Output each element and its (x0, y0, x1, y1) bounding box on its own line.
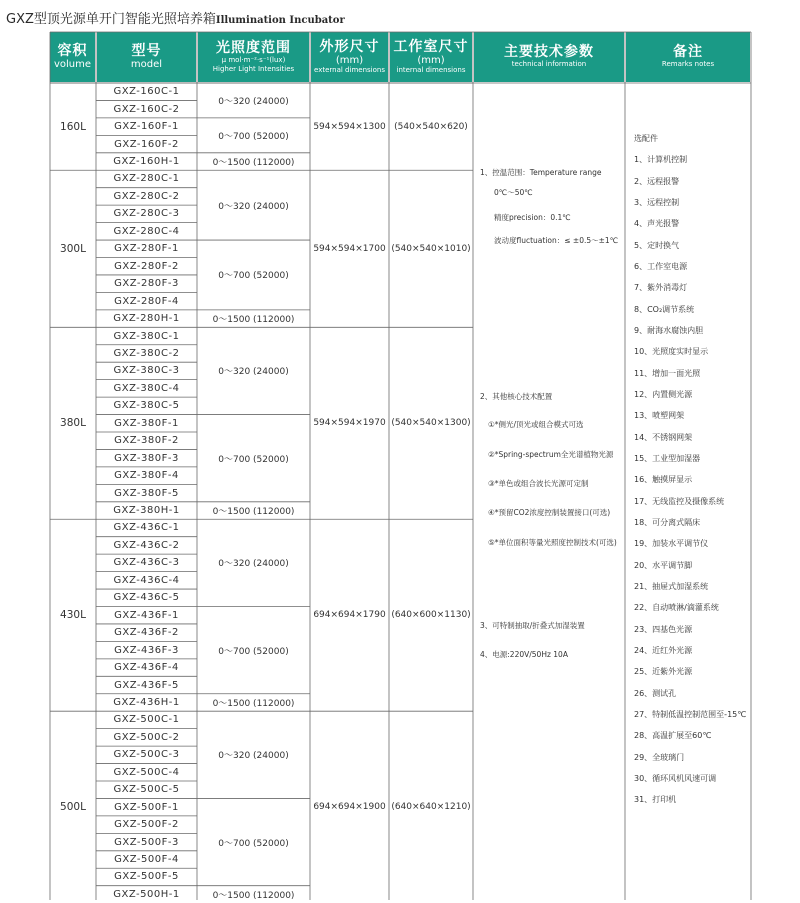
light-range-cell: 0～320 (24000) (218, 751, 289, 762)
light-range-cell: 0～700 (52000) (218, 838, 289, 849)
remarks-item: 8、CO₂调节系统 (634, 304, 695, 314)
model-cell: GXZ-380F-2 (114, 435, 179, 447)
model-cell: GXZ-436C-1 (113, 522, 180, 534)
external-dimensions-cell: 694×694×1790 (313, 610, 386, 621)
internal-dimensions-cell: (540×540×1300) (391, 418, 471, 429)
light-range-cell: 0～700 (52000) (218, 131, 289, 142)
remarks-item: 23、四基色光源 (634, 624, 693, 634)
model-cell: GXZ-500F-1 (114, 801, 179, 813)
header-internal-en: internal dimensions (396, 65, 466, 74)
page-title-zh: GXZ型顶光源单开门智能光照培养箱 (6, 12, 216, 27)
header-external-en: external dimensions (314, 65, 385, 74)
header-remarks-zh: 备注 (673, 44, 703, 60)
header-internal-unit: (mm) (417, 54, 445, 66)
header-light-zh: 光照度范围 (216, 39, 291, 56)
header-external-zh: 外形尺寸 (319, 38, 380, 55)
model-cell: GXZ-500C-1 (113, 714, 180, 726)
remarks-item: 4、声光报警 (634, 219, 680, 229)
model-cell: GXZ-380F-4 (114, 470, 179, 482)
remarks-item: 5、定时换气 (634, 240, 680, 250)
model-cell: GXZ-280F-3 (114, 278, 179, 290)
remarks-item: 19、加装水平调节仪 (634, 539, 709, 549)
model-cell: GXZ-380C-4 (113, 382, 180, 394)
external-dimensions-cell: 594×594×1300 (313, 121, 386, 132)
tech-info-line: 1、控温范围：Temperature range (480, 168, 602, 177)
model-cell: GXZ-436F-2 (114, 627, 179, 639)
header-model-en: model (130, 59, 163, 70)
remarks-item: 1、计算机控制 (634, 155, 688, 165)
page-title-en: Illumination Incubator (215, 15, 345, 26)
remarks-item: 13、喷塑网架 (634, 411, 685, 421)
remarks-item: 28、高温扩展至60℃ (634, 731, 712, 741)
remarks-item: 6、工作室电源 (634, 261, 688, 271)
model-cell: GXZ-500C-2 (113, 731, 180, 743)
model-cell: GXZ-436C-2 (113, 539, 180, 551)
light-range-cell: 0～700 (52000) (218, 646, 289, 657)
tech-info-line: 精度precision：0.1℃ (494, 213, 571, 222)
light-range-cell: 0～1500 (112000) (212, 315, 295, 326)
remarks-item: 22、自动喷淋/滴灌系统 (634, 603, 719, 613)
model-cell: GXZ-380C-3 (113, 365, 180, 377)
external-dimensions-cell: 594×594×1970 (313, 418, 386, 429)
remarks-item: 14、不锈钢网架 (634, 432, 693, 442)
tech-info-line: 波动度fluctuation：≤ ±0.5～±1℃ (494, 236, 619, 245)
model-cell: GXZ-380H-1 (113, 505, 180, 517)
remarks-item: 21、抽屉式加湿系统 (634, 581, 709, 591)
tech-info-line: ④*预留CO2浓度控制装置接口(可选) (488, 508, 611, 517)
model-cell: GXZ-500F-3 (114, 836, 179, 848)
remarks-heading: 选配件 (634, 134, 658, 143)
tech-info-line: ①*侧光/顶光或组合模式可选 (488, 420, 584, 429)
header-remarks-en: Remarks notes (661, 60, 715, 68)
tech-info-line: ③*单色或组合波长光源可定制 (488, 479, 589, 488)
model-cell: GXZ-436F-4 (114, 662, 179, 674)
model-cell: GXZ-280H-1 (113, 313, 180, 325)
remarks-item: 3、远程控制 (634, 197, 680, 207)
header-volume-en: volume (53, 59, 92, 70)
volume-cell: 380L (60, 417, 86, 430)
model-cell: GXZ-280C-3 (113, 208, 180, 220)
model-cell: GXZ-380C-2 (113, 347, 180, 359)
remarks-item: 10、光照度实时显示 (634, 347, 709, 357)
remarks-item: 27、特制低温控制范围至-15℃ (634, 709, 747, 719)
volume-cell: 430L (60, 609, 86, 622)
model-cell: GXZ-436C-5 (113, 592, 180, 604)
model-cell: GXZ-436C-4 (113, 574, 180, 586)
model-cell: GXZ-500H-1 (113, 888, 180, 900)
header-volume-zh: 容积 (57, 43, 88, 59)
header-internal-zh: 工作室尺寸 (393, 38, 469, 55)
remarks-item: 20、水平调节脚 (634, 560, 693, 570)
header-model-zh: 型号 (131, 43, 162, 59)
model-cell: GXZ-500F-5 (114, 871, 179, 883)
header-light-unit: μ mol·m⁻²·s⁻¹(lux) (221, 55, 286, 64)
model-cell: GXZ-160C-1 (113, 86, 180, 98)
internal-dimensions-cell: (540×540×620) (394, 121, 468, 132)
remarks-item: 2、远程报警 (634, 176, 680, 186)
internal-dimensions-cell: (640×640×1210) (391, 802, 471, 813)
model-cell: GXZ-436C-3 (113, 557, 180, 569)
model-cell: GXZ-436F-5 (114, 679, 179, 691)
model-cell: GXZ-380F-5 (114, 487, 179, 499)
model-cell: GXZ-280F-1 (114, 243, 179, 255)
internal-dimensions-cell: (640×600×1130) (391, 610, 471, 621)
remarks-item: 12、内置侧光源 (634, 389, 693, 399)
header-light-en: Higher Light Intensities (212, 64, 295, 73)
model-cell: GXZ-280F-4 (114, 295, 179, 307)
external-dimensions-cell: 594×594×1700 (313, 243, 386, 254)
model-cell: GXZ-380F-1 (114, 417, 179, 429)
model-cell: GXZ-436H-1 (113, 696, 180, 708)
model-cell: GXZ-280C-1 (113, 173, 180, 185)
model-cell: GXZ-380C-1 (113, 330, 180, 342)
volume-cell: 160L (60, 120, 86, 133)
tech-info-line: 4、电源:220V/50Hz 10A (480, 650, 568, 659)
model-cell: GXZ-160H-1 (113, 156, 180, 168)
model-cell: GXZ-160F-2 (114, 138, 179, 150)
light-range-cell: 0～700 (52000) (218, 454, 289, 465)
model-cell: GXZ-160F-1 (114, 121, 179, 133)
light-range-cell: 0～700 (52000) (218, 271, 289, 282)
header-tech-zh: 主要技术参数 (504, 44, 594, 60)
model-cell: GXZ-280C-4 (113, 225, 180, 237)
volume-cell: 500L (60, 801, 86, 814)
remarks-item: 16、触摸屏显示 (634, 475, 693, 485)
model-cell: GXZ-280F-2 (114, 260, 179, 272)
remarks-item: 24、近红外光源 (634, 645, 693, 655)
model-cell: GXZ-500C-5 (113, 784, 180, 796)
tech-info-line: 0℃～50℃ (494, 188, 533, 197)
tech-info-line: 2、其他核心技术配置 (480, 392, 553, 401)
tech-info-line: 3、可特制抽取/折叠式加湿装置 (480, 621, 585, 630)
remarks-item: 31、打印机 (634, 795, 677, 805)
remarks-item: 17、无线监控及摄像系统 (634, 496, 725, 506)
remarks-item: 15、工业型加湿器 (634, 453, 701, 463)
external-dimensions-cell: 694×694×1900 (313, 802, 386, 813)
model-cell: GXZ-436F-3 (114, 644, 179, 656)
model-cell: GXZ-500C-3 (113, 749, 180, 761)
model-cell: GXZ-500F-4 (114, 854, 179, 866)
model-cell: GXZ-380F-3 (114, 452, 179, 464)
light-range-cell: 0～320 (24000) (218, 96, 289, 107)
remarks-item: 11、增加一面光照 (634, 368, 701, 378)
remarks-item: 25、近紫外光源 (634, 667, 693, 677)
model-cell: GXZ-500F-2 (114, 819, 179, 831)
model-cell: GXZ-380C-5 (113, 400, 180, 412)
remarks-item: 29、全玻璃门 (634, 752, 685, 762)
volume-cell: 300L (60, 242, 86, 255)
model-cell: GXZ-500C-4 (113, 766, 180, 778)
tech-info-line: ⑤*单位面积等量光照度控制技术(可选) (488, 538, 617, 547)
light-range-cell: 0～1500 (112000) (212, 698, 295, 709)
light-range-cell: 0～1500 (112000) (212, 507, 295, 518)
light-range-cell: 0～320 (24000) (218, 559, 289, 570)
remarks-item: 9、耐海水腐蚀内胆 (634, 325, 704, 335)
remarks-item: 30、循环风机风速可调 (634, 773, 717, 783)
header-external-unit: (mm) (335, 54, 364, 66)
remarks-item: 18、可分离式隔床 (634, 517, 701, 527)
model-cell: GXZ-280C-2 (113, 190, 180, 202)
light-range-cell: 0～320 (24000) (218, 367, 289, 378)
model-cell: GXZ-436F-1 (114, 609, 179, 621)
model-cell: GXZ-160C-2 (113, 103, 180, 115)
header-tech-en: technical information (511, 60, 587, 68)
internal-dimensions-cell: (540×540×1010) (391, 243, 471, 254)
remarks-item: 26、测试孔 (634, 688, 677, 698)
remarks-item: 7、紫外消毒灯 (634, 283, 688, 293)
tech-info-line: ②*Spring-spectrum全光谱植物光源 (488, 450, 614, 459)
light-range-cell: 0～320 (24000) (218, 201, 289, 212)
light-range-cell: 0～1500 (112000) (212, 890, 295, 901)
light-range-cell: 0～1500 (112000) (212, 158, 295, 169)
